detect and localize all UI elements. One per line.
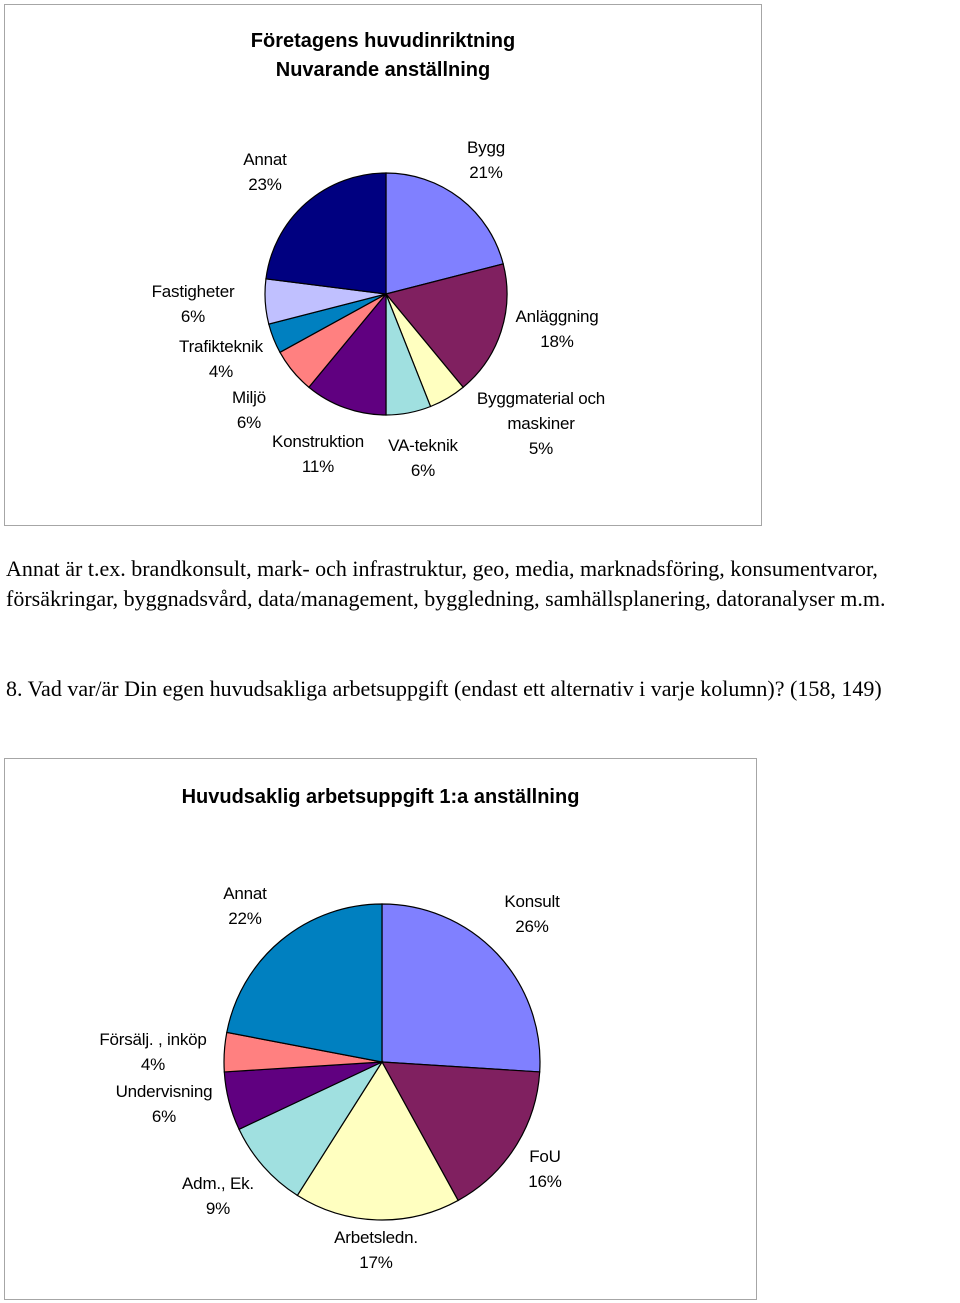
pie-chart-huvudsaklig-arbetsuppgift [4, 758, 757, 1300]
slice-label-name: Adm., Ek. [182, 1174, 254, 1193]
slice-label-name: Försälj. , inköp [99, 1030, 207, 1049]
slice-label-name: Arbetsledn. [334, 1228, 418, 1247]
question-8-paragraph: 8. Vad var/är Din egen huvudsakliga arbetsuppgift (endast ett alternativ i varje kolumn)? (158, 149) [6, 676, 882, 701]
pie-chart-foretagens-huvudinriktning [4, 4, 762, 526]
slice-label-arbetsledn [256, 1225, 496, 1275]
slice-label-fou [425, 1144, 665, 1194]
slice-label-annat [125, 881, 365, 931]
slice-label-trafikteknik [101, 334, 341, 384]
slice-label-name: Annat [223, 884, 267, 903]
slice-label-anläggning [437, 304, 677, 354]
slice-label-percent: 26% [515, 917, 549, 936]
slice-label-name: Annat [243, 150, 287, 169]
chart-title: Företagens huvudinriktning [250, 30, 516, 52]
chart-title: Huvudsaklig arbetsuppgift 1:a anställning [181, 786, 580, 808]
slice-label-name: Bygg [467, 138, 505, 157]
slice-label-name: VA-teknik [388, 436, 458, 455]
slice-label-name: Fastigheter [151, 282, 235, 301]
slice-label-percent: 6% [410, 461, 436, 480]
slice-label-name: Anläggning [515, 307, 599, 326]
annat-note-paragraph: Annat är t.ex. brandkonsult, mark- och infrastruktur, geo, media, marknadsföring, konsumentvaror, försäkringar, byggnadsvård, data/management, byggledning, samhällsplanering, datoranalyser m.m. [6, 556, 886, 611]
slice-label-percent: 6% [151, 1107, 177, 1126]
slice-label-percent: 17% [359, 1253, 393, 1272]
slice-label-försälj-inköp [33, 1027, 273, 1077]
slice-label-name: Undervisning [115, 1082, 213, 1101]
slice-label-annat [145, 147, 385, 197]
slice-label-percent: 9% [205, 1199, 231, 1218]
slice-label-percent: 22% [228, 909, 262, 928]
slice-label-miljö [129, 385, 369, 435]
slice-label-fastigheter [73, 279, 313, 329]
slice-label-percent: 4% [140, 1055, 166, 1074]
slice-label-bygg [366, 135, 606, 185]
slice-label-percent: 18% [540, 332, 574, 351]
slice-label-percent: 5% [528, 439, 554, 458]
slice-label-name: Trafikteknik [179, 337, 263, 356]
slice-label-konstruktion [198, 429, 438, 479]
slice-label-percent: 11% [301, 457, 335, 476]
slice-label-percent: 6% [236, 413, 262, 432]
slice-label-percent: 23% [248, 175, 282, 194]
slice-label-name: maskiner [507, 414, 575, 433]
slice-label-adm-ek [98, 1171, 338, 1221]
slice-label-name: Konstruktion [271, 432, 365, 451]
slice-label-name: Konsult [504, 892, 560, 911]
slice-label-percent: 21% [469, 163, 503, 182]
slice-label-name: FoU [529, 1147, 561, 1166]
chart-subtitle: Nuvarande anställning [275, 59, 491, 81]
slice-label-konsult [412, 889, 652, 939]
slice-label-name: Byggmaterial och [476, 389, 606, 408]
slice-label-name: Miljö [232, 388, 266, 407]
slice-label-undervisning [44, 1079, 284, 1129]
slice-label-percent: 16% [528, 1172, 562, 1191]
slice-label-percent: 6% [180, 307, 206, 326]
slice-label-percent: 4% [208, 362, 234, 381]
